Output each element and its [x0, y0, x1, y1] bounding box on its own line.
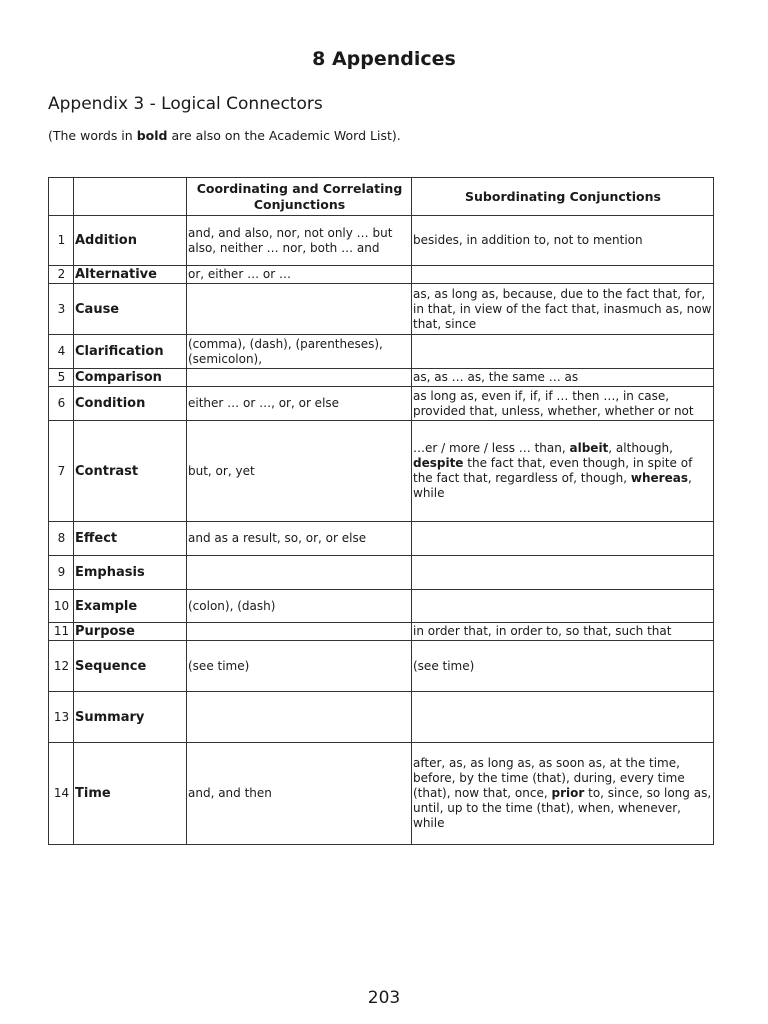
cell-text: as, as … as, the same … as [413, 370, 579, 384]
cell-text: (see time) [413, 658, 475, 673]
header-coordinating: Coordinating and Correlating Conjunctions [187, 178, 412, 216]
cell-text: in order that, in order to, so that, such that [413, 624, 672, 638]
row-category: Summary [74, 692, 187, 743]
coordinating-cell [187, 335, 412, 369]
row-number: 3 [49, 284, 74, 335]
table-row [49, 522, 714, 556]
cell-text: but, or, yet [188, 463, 255, 478]
table-row [49, 556, 714, 590]
row-number: 13 [49, 692, 74, 743]
table-row [49, 641, 714, 692]
row-number: 11 [49, 623, 74, 641]
header-category [74, 178, 187, 216]
cell-text: after, as, as long as, as soon as, at the time, before, by the time (that), during, every time (that), now that, once, [413, 756, 685, 800]
table-row [49, 743, 714, 845]
coordinating-cell [187, 216, 412, 266]
subordinating-cell [412, 387, 714, 421]
page-number: 203 [367, 988, 401, 1008]
row-number: 6 [49, 387, 74, 421]
header-subordinating: Subordinating Conjunctions [412, 178, 714, 216]
table-row [49, 590, 714, 623]
row-category: Cause [74, 284, 187, 335]
table-row [49, 692, 714, 743]
table-row [49, 284, 714, 335]
intro-text-before: (The words in [48, 128, 137, 143]
subordinating-cell [412, 623, 714, 641]
row-number: 9 [49, 556, 74, 590]
cell-text: and, and then [188, 786, 272, 800]
table-row [49, 369, 714, 387]
row-category: Contrast [74, 421, 187, 522]
cell-text: (colon), (dash) [188, 598, 276, 613]
row-category: Comparison [74, 369, 187, 387]
row-category: Effect [74, 522, 187, 556]
row-category: Example [74, 590, 187, 623]
subordinating-cell [412, 692, 714, 743]
row-number: 12 [49, 641, 74, 692]
row-category: Condition [74, 387, 187, 421]
cell-text: (comma), (dash), (parentheses), (semicolon), [188, 336, 383, 366]
logical-connectors-table [48, 177, 714, 845]
cell-text: …er / more / less … than, [413, 441, 570, 455]
subordinating-cell [412, 743, 714, 845]
row-number: 10 [49, 590, 74, 623]
subordinating-cell [412, 641, 714, 692]
cell-text: or, either … or … [188, 267, 291, 281]
coordinating-cell [187, 387, 412, 421]
subordinating-cell [412, 216, 714, 266]
cell-text: the fact that, even though, in spite of the fact that, regardless of, though, [413, 456, 693, 485]
row-category: Clarification [74, 335, 187, 369]
table-row [49, 623, 714, 641]
subordinating-cell [412, 284, 714, 335]
awl-bold-word: prior [551, 786, 585, 800]
table-body [49, 216, 714, 845]
subordinating-cell [412, 556, 714, 590]
row-number: 7 [49, 421, 74, 522]
cell-text: as, as long as, because, due to the fact that, for, in that, in view of the fact that, inasmuch as, now that, since [413, 286, 712, 331]
row-number: 5 [49, 369, 74, 387]
row-category: Emphasis [74, 556, 187, 590]
subordinating-cell [412, 266, 714, 284]
cell-text: and as a result, so, or, or else [188, 531, 367, 545]
intro-bold-word: bold [136, 128, 168, 143]
coordinating-cell [187, 743, 412, 845]
cell-text: , although, [608, 441, 673, 455]
intro-text-after: are also on the Academic Word List). [167, 128, 401, 143]
cell-text: and, and also, nor, not only … but also, neither … nor, both … and [188, 225, 393, 255]
coordinating-cell [187, 266, 412, 284]
cell-text: besides, in addition to, not to mention [413, 233, 643, 247]
coordinating-cell [187, 284, 412, 335]
chapter-title: 8 Appendices [312, 48, 456, 70]
row-category: Alternative [74, 266, 187, 284]
row-category: Time [74, 743, 187, 845]
row-category: Addition [74, 216, 187, 266]
table-row [49, 421, 714, 522]
row-number: 2 [49, 266, 74, 284]
subordinating-cell [412, 369, 714, 387]
coordinating-cell [187, 556, 412, 590]
table-row [49, 266, 714, 284]
subordinating-cell [412, 335, 714, 369]
coordinating-cell [187, 590, 412, 623]
subordinating-cell [412, 421, 714, 522]
coordinating-cell [187, 623, 412, 641]
table-row [49, 216, 714, 266]
row-number: 8 [49, 522, 74, 556]
cell-text: , while [413, 471, 692, 500]
coordinating-cell [187, 692, 412, 743]
subordinating-cell [412, 522, 714, 556]
table-row [49, 387, 714, 421]
row-number: 14 [49, 743, 74, 845]
awl-bold-word: despite [413, 456, 464, 470]
subordinating-cell [412, 590, 714, 623]
row-category: Purpose [74, 623, 187, 641]
row-number: 1 [49, 216, 74, 266]
row-category: Sequence [74, 641, 187, 692]
cell-text: to, since, so long as, until, up to the time (that), when, whenever, while [413, 786, 712, 830]
awl-bold-word: whereas [630, 471, 688, 485]
cell-text: either … or …, or, or else [188, 396, 340, 410]
coordinating-cell [187, 421, 412, 522]
appendix-title: Appendix 3 - Logical Connectors [48, 94, 323, 114]
awl-bold-word: albeit [569, 441, 609, 455]
coordinating-cell [187, 369, 412, 387]
coordinating-cell [187, 522, 412, 556]
coordinating-cell [187, 641, 412, 692]
cell-text: as long as, even if, if, if … then …, in case, provided that, unless, whether, whether or not [413, 388, 694, 418]
header-number [49, 178, 74, 216]
intro-note [48, 128, 401, 143]
table-row [49, 335, 714, 369]
table-header-row [49, 178, 714, 216]
cell-text: (see time) [188, 658, 250, 673]
row-number: 4 [49, 335, 74, 369]
